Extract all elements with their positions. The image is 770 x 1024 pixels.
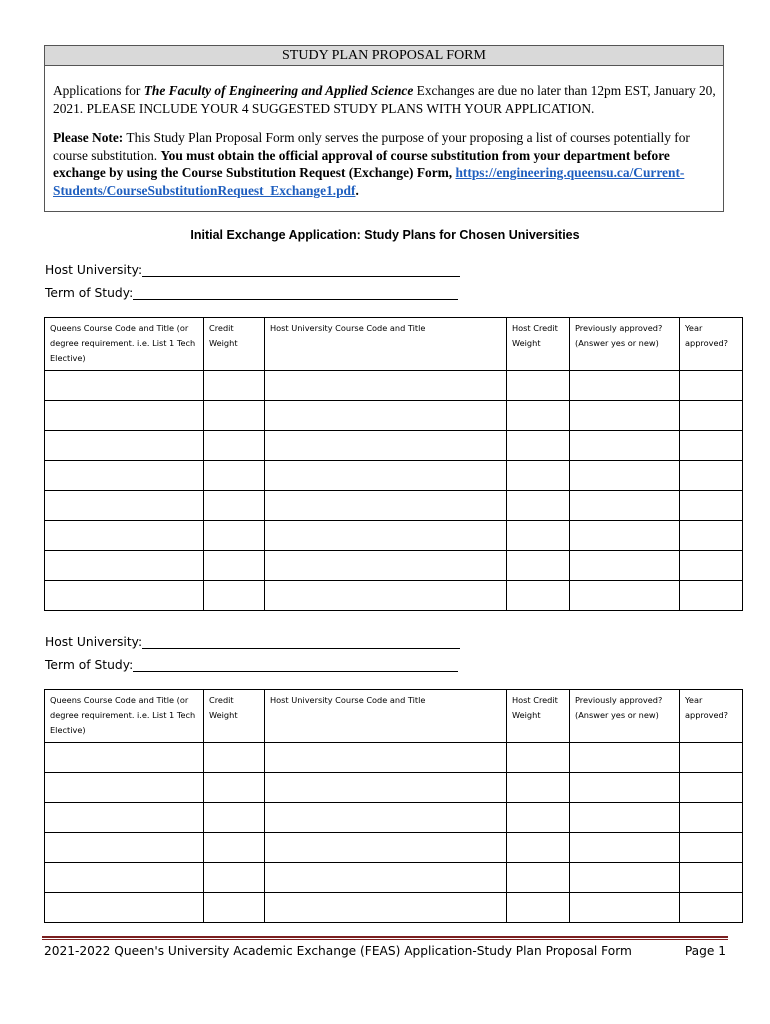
table-row <box>45 551 743 581</box>
cell[interactable] <box>265 491 507 521</box>
cell[interactable] <box>507 551 570 581</box>
col-previously-approved: Previously approved? (Answer yes or new) <box>570 318 680 371</box>
cell[interactable] <box>680 401 743 431</box>
cell[interactable] <box>204 893 265 923</box>
cell[interactable] <box>45 491 204 521</box>
study-plan-table-2 <box>44 689 743 923</box>
cell[interactable] <box>204 773 265 803</box>
cell[interactable] <box>570 491 680 521</box>
cell[interactable] <box>265 431 507 461</box>
col-previously-approved: Previously approved? (Answer yes or new) <box>570 690 680 743</box>
col-credit-weight: Credit Weight <box>204 318 265 371</box>
cell[interactable] <box>680 743 743 773</box>
note-bold-text: You must obtain the official approval of course substitution from your department before exchange by using the Course Substitution Request (Exchange) Form, <box>53 147 670 180</box>
cell[interactable] <box>680 551 743 581</box>
table-row <box>45 431 743 461</box>
footer-divider <box>42 936 728 940</box>
section-heading: Initial Exchange Application: Study Plans for Chosen Universities <box>190 228 580 242</box>
table-row <box>45 581 743 611</box>
table-row <box>45 521 743 551</box>
faculty-name: The Faculty of Engineering and Applied Science <box>143 83 414 98</box>
cell[interactable] <box>507 371 570 401</box>
cell[interactable] <box>570 803 680 833</box>
cell[interactable] <box>507 833 570 863</box>
cell[interactable] <box>45 833 204 863</box>
cell[interactable] <box>45 803 204 833</box>
cell[interactable] <box>680 521 743 551</box>
cell[interactable] <box>204 491 265 521</box>
host-university-field-1[interactable] <box>142 262 460 277</box>
table-header-row <box>45 318 743 371</box>
cell[interactable] <box>265 863 507 893</box>
cell[interactable] <box>204 551 265 581</box>
cell[interactable] <box>204 833 265 863</box>
cell[interactable] <box>204 803 265 833</box>
term-of-study-text: Term of Study: <box>45 658 134 672</box>
col-year-approved: Year approved? <box>680 690 743 743</box>
host-university-text: Host University: <box>45 263 143 277</box>
cell[interactable] <box>265 743 507 773</box>
page-number: Page 1 <box>684 944 726 958</box>
col-credit-weight: Credit Weight <box>204 690 265 743</box>
cell[interactable] <box>507 773 570 803</box>
cell[interactable] <box>45 551 204 581</box>
table-row <box>45 491 743 521</box>
deadline-text-2: Exchanges are due no later than 12pm EST, January 20, 2021. PLEASE INCLUDE YOUR 4 SUGGESTED STUDY PLANS WITH YOUR APPLICATION. <box>53 83 716 116</box>
table-row <box>45 863 743 893</box>
cell[interactable] <box>570 371 680 401</box>
cell[interactable] <box>265 833 507 863</box>
cell[interactable] <box>507 803 570 833</box>
host-university-label-1 <box>45 262 460 277</box>
cell[interactable] <box>570 521 680 551</box>
cell[interactable] <box>265 581 507 611</box>
cell[interactable] <box>507 461 570 491</box>
cell[interactable] <box>507 581 570 611</box>
table-row <box>45 893 743 923</box>
cell[interactable] <box>680 863 743 893</box>
cell[interactable] <box>45 521 204 551</box>
cell[interactable] <box>45 863 204 893</box>
host-university-text: Host University: <box>45 635 143 649</box>
cell[interactable] <box>507 401 570 431</box>
cell[interactable] <box>45 773 204 803</box>
host-university-field-2[interactable] <box>142 634 460 649</box>
instructions-box <box>44 45 724 212</box>
col-host-credit: Host Credit Weight <box>507 690 570 743</box>
cell[interactable] <box>570 773 680 803</box>
table-row <box>45 833 743 863</box>
table-header-row <box>45 690 743 743</box>
col-year-approved: Year approved? <box>680 318 743 371</box>
cell[interactable] <box>680 773 743 803</box>
cell[interactable] <box>570 743 680 773</box>
deadline-paragraph <box>53 82 716 117</box>
host-university-label-2 <box>45 634 460 649</box>
col-host-credit: Host Credit Weight <box>507 318 570 371</box>
cell[interactable] <box>680 833 743 863</box>
term-of-study-field-2[interactable] <box>133 657 458 672</box>
term-of-study-text: Term of Study: <box>45 286 134 300</box>
cell[interactable] <box>680 461 743 491</box>
substitution-form-link[interactable]: https://engineering.queensu.ca/Current-Students/CourseSubstitutionRequest_Exchange1.pdf <box>53 165 685 198</box>
cell[interactable] <box>265 521 507 551</box>
cell[interactable] <box>507 893 570 923</box>
table-row <box>45 461 743 491</box>
cell[interactable] <box>45 581 204 611</box>
cell[interactable] <box>265 371 507 401</box>
cell[interactable] <box>680 581 743 611</box>
cell[interactable] <box>265 461 507 491</box>
cell[interactable] <box>570 461 680 491</box>
deadline-text: Applications for <box>53 83 144 98</box>
col-queens-course: Queens Course Code and Title (or degree requirement. i.e. List 1 Tech Elective) <box>45 690 204 743</box>
cell[interactable] <box>680 371 743 401</box>
form-title: STUDY PLAN PROPOSAL FORM <box>45 46 723 66</box>
cell[interactable] <box>45 743 204 773</box>
note-label: Please Note: <box>53 130 124 145</box>
cell[interactable] <box>680 491 743 521</box>
table-row <box>45 371 743 401</box>
term-of-study-label-2 <box>45 657 458 672</box>
cell[interactable] <box>45 461 204 491</box>
study-plan-table-1 <box>44 317 743 611</box>
cell[interactable] <box>507 491 570 521</box>
term-of-study-label-1 <box>45 285 458 300</box>
cell[interactable] <box>265 401 507 431</box>
cell[interactable] <box>265 803 507 833</box>
cell[interactable] <box>507 431 570 461</box>
col-queens-course: Queens Course Code and Title (or degree requirement. i.e. List 1 Tech Elective) <box>45 318 204 371</box>
cell[interactable] <box>570 401 680 431</box>
cell[interactable] <box>204 431 265 461</box>
cell[interactable] <box>570 551 680 581</box>
cell[interactable] <box>570 863 680 893</box>
cell[interactable] <box>45 893 204 923</box>
note-text: This Study Plan Proposal Form only serves the purpose of your proposing a list of courses potentially for course substitution. <box>53 130 690 163</box>
cell[interactable] <box>570 431 680 461</box>
cell[interactable] <box>204 521 265 551</box>
cell[interactable] <box>204 401 265 431</box>
term-of-study-field-1[interactable] <box>133 285 458 300</box>
cell[interactable] <box>265 551 507 581</box>
cell[interactable] <box>680 803 743 833</box>
cell[interactable] <box>45 401 204 431</box>
table-row <box>45 743 743 773</box>
table-row <box>45 803 743 833</box>
cell[interactable] <box>204 581 265 611</box>
col-host-course: Host University Course Code and Title <box>265 318 507 371</box>
cell[interactable] <box>570 893 680 923</box>
cell[interactable] <box>507 863 570 893</box>
table-row <box>45 401 743 431</box>
cell[interactable] <box>570 833 680 863</box>
cell[interactable] <box>680 893 743 923</box>
footer-text: 2021-2022 Queen's University Academic Exchange (FEAS) Application-Study Plan Proposal Form <box>44 944 632 958</box>
col-host-course: Host University Course Code and Title <box>265 690 507 743</box>
cell[interactable] <box>265 773 507 803</box>
cell[interactable] <box>204 863 265 893</box>
table-row <box>45 773 743 803</box>
note-paragraph <box>53 129 716 199</box>
cell[interactable] <box>204 371 265 401</box>
note-period: . <box>355 182 359 198</box>
instructions-body <box>45 66 723 199</box>
cell[interactable] <box>680 431 743 461</box>
cell[interactable] <box>265 893 507 923</box>
cell[interactable] <box>570 581 680 611</box>
cell[interactable] <box>204 461 265 491</box>
page-footer <box>44 944 726 958</box>
cell[interactable] <box>45 371 204 401</box>
cell[interactable] <box>45 431 204 461</box>
cell[interactable] <box>507 521 570 551</box>
cell[interactable] <box>507 743 570 773</box>
cell[interactable] <box>204 743 265 773</box>
